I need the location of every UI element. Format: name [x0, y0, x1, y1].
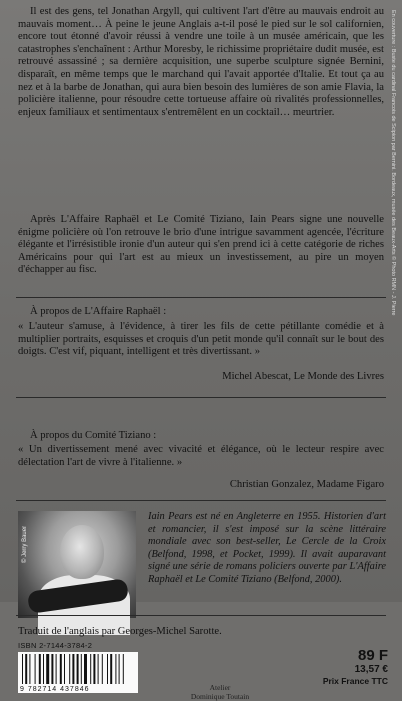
author-paragraph: Après L'Affaire Raphaël et Le Comité Tiziano, Iain Pears signe une nouvelle énigme policière où l'on retrouve le brio d'une intrigue savamment agencée, l'écriture élégante et l'irrésistible ironie d'un auteur qui s'en prend ici à cette catégorie de riches Américains pour qui l'art est au mieux un investissement, au pire un moyen d'échapper au fisc. [18, 214, 384, 277]
barcode-stripe [60, 654, 62, 684]
author-photo [18, 511, 136, 618]
barcode-stripe [110, 654, 112, 684]
barcode-stripe [119, 654, 120, 684]
price-euros: 13,57 € [322, 664, 388, 676]
barcode-stripe [115, 654, 116, 684]
barcode-block [18, 641, 138, 693]
publisher-logo [180, 684, 260, 701]
review-heading: À propos du Comité Tiziano : [30, 430, 370, 443]
barcode-stripe [102, 654, 103, 684]
barcode-stripe [64, 654, 65, 684]
review-quote: « L'auteur s'amuse, à l'évidence, à tirer les fils de cette pétillante comédie et à multiplier portraits, esquisses et croquis d'un petit monde qu'il connaît sur le bout des doigts. C'est vif, piquant, intelligent et très divertissant. » [18, 321, 384, 359]
barcode-stripe [123, 654, 124, 684]
barcode-stripe [93, 654, 95, 684]
author-bio: Iain Pears est né en Angleterre en 1955. Historien d'art et romancier, il s'est imposé sur la scène littéraire mondiale avec son best-seller, Le Cercle de la Croix (Belfond, 1998, et Pocket, 1999). Il avait auparavant signé une série de romans policiers ouverte par L'Affaire Raphaël et Le Comité Tiziano (Belfond, 2000). [148, 511, 386, 586]
barcode-stripe [81, 654, 82, 684]
review-heading: À propos de L'Affaire Raphaël : [30, 306, 370, 319]
photo-head [60, 525, 104, 579]
barcode-stripe [46, 654, 49, 684]
barcode-stripe [39, 654, 41, 684]
barcode-stripe [29, 654, 30, 684]
divider [16, 615, 386, 616]
barcode-stripe [90, 654, 91, 684]
cover-credit: En couverture : Buste du cardinal Francois de Scipion par Bernini. Bordeaux, musée des Beaux-Arts © Photo RMN - J. Pierre [390, 10, 396, 315]
barcode-stripe [22, 654, 23, 684]
translator-credit: Traduit de l'anglais par Georges-Michel Sarotte. [18, 626, 384, 637]
review-quote: « Un divertissement mené avec vivacité et élégance, où le lecteur respire avec délectation l'art de vivre à l'italienne. » [18, 444, 384, 469]
barcode-stripe [35, 654, 36, 684]
barcode-stripe [51, 654, 53, 684]
review-signature: Christian Gonzalez, Madame Figaro [18, 479, 384, 492]
divider [16, 397, 386, 398]
barcode-stripe [72, 654, 74, 684]
barcode-stripe [98, 654, 99, 684]
barcode-stripe [25, 654, 27, 684]
publisher-line-1: Atelier [180, 684, 260, 693]
review-signature: Michel Abescat, Le Monde des Livres [18, 371, 384, 384]
publisher-line-2: Dominique Toutain [180, 693, 260, 701]
barcode-stripe [77, 654, 79, 684]
barcode-bars [18, 652, 138, 686]
price-francs: 89 F [322, 648, 388, 664]
barcode-stripe [84, 654, 87, 684]
barcode-number: 9 782714 437846 [18, 686, 138, 693]
synopsis-paragraph: Il est des gens, tel Jonathan Argyll, qui cultivent l'art d'être au mauvais endroit au mauvais moment… À peine le jeune Anglais a-t-il posé le pied sur le sol californien, encore tout étonné d'avoir réussi à vendre une toile à un musée américain, que les catastrophes s'enchaînent : Arthur Moresby, le richissime propriétaire dudit musée, est retrouvé assassiné ; sa dernière acquisition, une superbe sculpture signée Bernini, disparaît, en même temps que le marchand qui l'avait apportée d'Italie. Et tout ça au nez et à la barbe de Jonathan, qui aura bien besoin des lumières de son amie Flavia, la policière italienne, pour résoudre cette tortueuse affaire où rivalités professionnelles, enjeux familiaux et sentimentaux s'entremêlent en un cocktail… meurtrier. [18, 6, 384, 119]
barcode-stripe [107, 654, 108, 684]
barcode-stripe [43, 654, 44, 684]
price-label: Prix France TTC [322, 676, 388, 686]
barcode-stripe [69, 654, 70, 684]
barcode [18, 652, 138, 686]
divider [16, 500, 386, 501]
divider [16, 297, 386, 298]
photo-credit: © Jerry Bauer [22, 526, 28, 563]
isbn-label: ISBN 2-7144-3784-2 [18, 641, 138, 650]
barcode-stripe [56, 654, 57, 684]
price-block [322, 648, 388, 686]
